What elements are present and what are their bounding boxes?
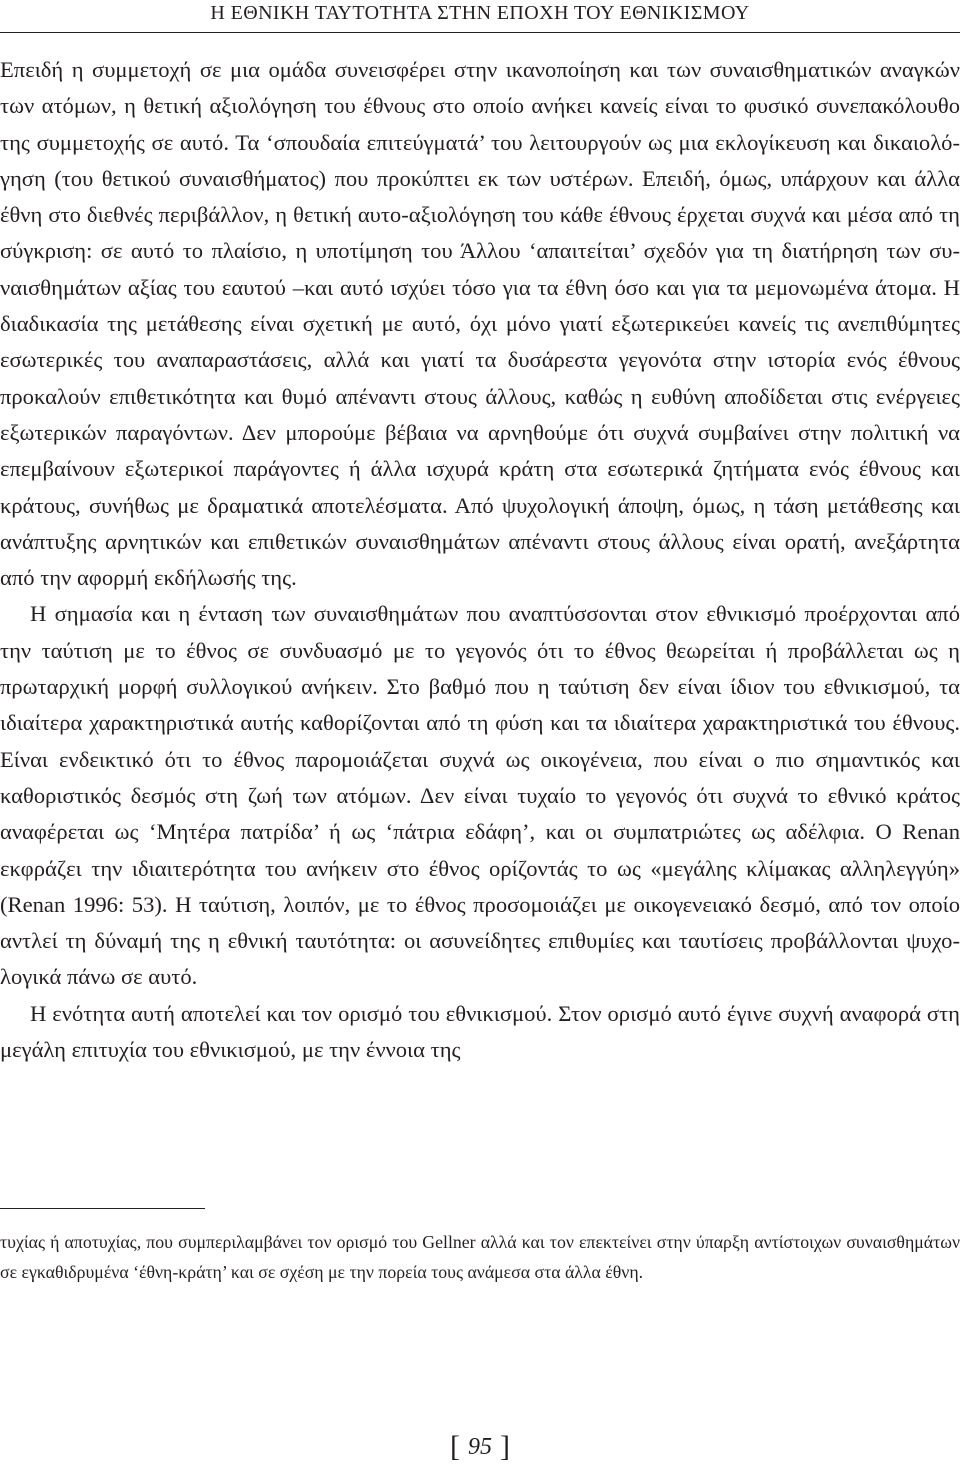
header-rule <box>0 32 960 33</box>
page-number <box>0 1430 960 1464</box>
running-header: Η ΕΘΝΙΚΗ ΤΑΥΤΟΤΗΤΑ ΣΤΗΝ ΕΠΟΧΗ ΤΟΥ ΕΘΝΙΚΙΣΜΟΥ <box>210 2 750 24</box>
footnote-text: τυχίας ή αποτυχίας, που συμπεριλαμβάνει τον ορισμό του Gellner αλλά και τον επεκτείνει στην ύπαρξη αντίστοιχων συναισθημάτων σε εγκαθιδρυμένα ‘έθνη-κράτη’ και σε σχέση με την πορεία τους ανάμεσα στα άλλα έθνη. <box>0 1232 960 1282</box>
page-number-value: 95 <box>468 1434 492 1460</box>
footnote <box>0 1228 960 1287</box>
paragraph-3: Η ενότητα αυτή αποτελεί και τον ορισμό του εθνικισμού. Στον ορισμό αυτό έγινε συχνή αναφορά στη μεγάλη επιτυχία του εθνικισμού, με την έννοια της <box>0 1000 960 1063</box>
paragraph-1: Επειδή η συμμετοχή σε μια ομάδα συνεισφέρει στην ικανοποίηση και των συναισθηματικών αναγκών των ατόμων, η θετική αξιολόγηση του έθνους στο οποίο ανήκει κανείς είναι το φυσικό συνεπακόλουθο της συμμετοχής σε αυτό. Τα ‘σπουδαία επιτεύγματά’ του λειτουργούν ως μια εκλογίκευση και δικαιολόγηση (του θετικού συναισθήματος) που προκύπτει εκ των υστέρων. Επειδή, όμως, υπάρχουν και άλλα έθνη στο διεθνές περιβάλλον, η θετική αυτο-αξιολόγηση του κάθε έθνους έρχεται συχνά και μέσα από τη σύγκριση: σε αυτό το πλαίσιο, η υποτίμηση του Άλλου ‘απαιτείται’ σχεδόν για τη διατήρηση των συναισθημάτων αξίας του εαυτού –και αυτό ισχύει τόσο για τα έθνη όσο και για τα μεμονωμένα άτομα. Η διαδικασία της μετάθεσης είναι σχετική με αυτό, όχι μόνο γιατί εξωτερικεύει κανείς τις ανεπιθύμητες εσωτερικές του αναπαραστάσεις, αλλά και γιατί τα δυσάρεστα γεγονότα στην ιστορία ενός έθνους προκαλούν επιθετικότητα και θυμό απέναντι στους άλλους, καθώς η ευθύνη αποδίδεται στις ενέργειες εξωτερικών παραγόντων. Δεν μπορούμε βέβαια να αρνηθούμε ότι συχνά συμβαίνει στην πολιτική να επεμβαίνουν εξωτερικοί παράγοντες ή άλλα ισχυρά κράτη στα εσωτερικά ζητήματα ενός έθνους και κράτους, συνήθως με δραματικά αποτελέσματα. Από ψυχολογική άποψη, όμως, η τάση μετάθεσης και ανάπτυξης αρνητικών και επιθετικών συναισθημάτων απέναντι στους άλλους είναι ορατή, ανεξάρτητα από την αφορμή εκδήλωσής της. <box>0 57 960 591</box>
paragraph-2: Η σημασία και η ένταση των συναισθημάτων που αναπτύσσονται στον εθνικισμό προέρχονται από την ταύτιση με το έθνος σε συνδυασμό με το γεγονός ότι το έθνος θεωρείται ή προβάλλεται ως η πρωταρχική μορφή συλλογικού ανήκειν. Στο βαθμό που η ταύτιση δεν είναι ίδιον του εθνικισμού, τα ιδιαίτερα χαρακτηριστικά αυτής καθορίζονται από τη φύση και τα ιδιαίτερα χαρακτηριστικά του έθνους. Είναι ενδεικτικό ότι το έθνος παρομοιάζεται συχνά ως οικογένεια, που είναι ο πιο σημαντικός και καθοριστικός δεσμός στη ζωή των ατόμων. Δεν είναι τυχαίο το γεγονός ότι συχνά το εθνικό κράτος αναφέρεται ως ‘Μητέρα πατρίδα’ ή ως ‘πάτρια εδάφη’, και οι συμπατριώτες ως αδέλφια. Ο Renan εκφράζει την ιδιαιτερότητα του ανήκειν στο έθνος ορίζοντάς το ως «μεγάλης κλίμακας αλληλεγγύη» (Renan 1996: 53). Η ταύτιση, λοιπόν, με το έθνος προσομοιάζει με οικογενειακό δεσμό, από τον οποίο αντλεί τη δύναμή της η εθνική ταυτότητα: οι ασυνείδητες επιθυμίες και ταυτίσεις προβάλλονται ψυχολογικά πάνω σε αυτό. <box>0 601 960 990</box>
footnote-rule <box>0 1208 205 1209</box>
page-number-close-bracket: ] <box>500 1430 510 1463</box>
body-text <box>0 52 960 1068</box>
page-number-open-bracket: [ <box>450 1430 460 1463</box>
